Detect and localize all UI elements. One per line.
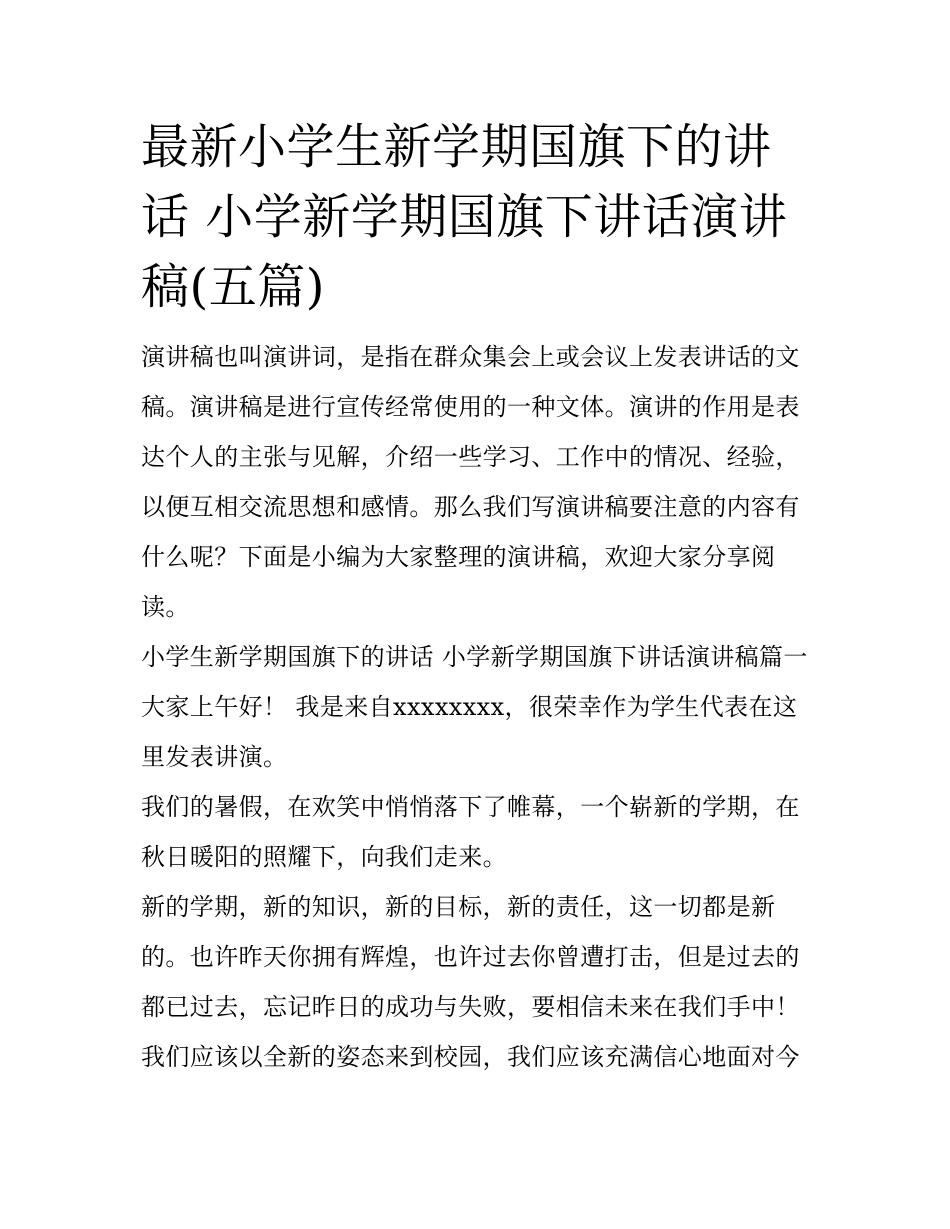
document-body <box>141 112 813 1082</box>
paragraph-summer-vacation: 我们的暑假，在欢笑中悄悄落下了帷幕，一个崭新的学期，在秋日暖阳的照耀下，向我们走来。 <box>141 793 800 871</box>
paragraph-new-attitude: 我们应该以全新的姿态来到校园，我们应该充满信心地面对今 <box>141 1043 800 1071</box>
document-title: 最新小学生新学期国旗下的讲话 小学新学期国旗下讲话演讲稿(五篇) <box>141 119 788 315</box>
paragraph-intro: 演讲稿也叫演讲词，是指在群众集会上或会议上发表讲话的文稿。演讲稿是进行宣传经常使用的一种文体。演讲的作用是表达个人的主张与见解，介绍一些学习、工作中的情况、经验，以便互相交流思想和感情。那么我们写演讲稿要注意的内容有什么呢？下面是小编为大家整理的演讲稿，欢迎大家分享阅读。 <box>141 343 800 621</box>
paragraph-speech-opening: 小学生新学期国旗下的讲话 小学新学期国旗下讲话演讲稿篇一 大家上午好！ 我是来自xxxxxxxx，很荣幸作为学生代表在这里发表讲演。 <box>141 643 808 771</box>
paragraph-new-semester: 新的学期，新的知识，新的目标，新的责任，这一切都是新的。也许昨天你拥有辉煌，也许过去你曾遭打击，但是过去的都已过去，忘记昨日的成功与失败，要相信未来在我们手中！ <box>141 893 800 1021</box>
